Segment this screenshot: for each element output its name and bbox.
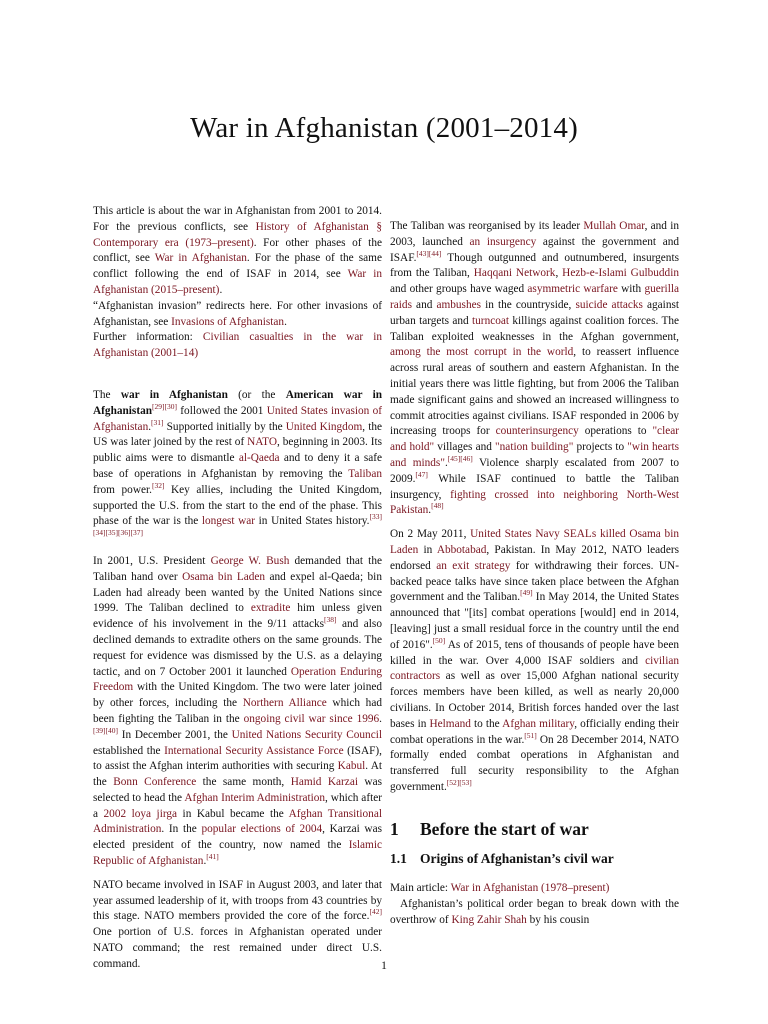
intro-paragraph: The war in Afghanistan (or the American war in Afghanistan[29][30] followed the 2001 United States invasion of Afghanistan.[31] Supported initially by the United Kingdom, the US was later joined by the rest of NATO, beginning in 2003. Its public aims were to dismantle al-Qaeda and to deny it a safe base of operations in Afghanistan by removing the Taliban from power.[32] Key allies, including the United Kingdom, supported the U.S. from the start to the end of the phase. This phase of the war is the longest war in United States history.[33][34][35][36][37] — [93, 388, 382, 538]
citation[interactable]: [42] — [369, 907, 382, 917]
link-bonn-conference[interactable]: Bonn Conference — [113, 776, 197, 789]
citation[interactable]: [43][44] — [416, 248, 442, 258]
link-navy-seals-bin-laden[interactable]: United States Navy SEALs killed Osama bin Laden — [390, 528, 679, 556]
link-asymmetric-warfare[interactable]: asymmetric warfare — [527, 283, 618, 296]
link-history-of-afghanistan[interactable]: History of Afghanistan § Contemporary era (1973–present) — [93, 220, 383, 249]
link-nato[interactable]: NATO — [247, 436, 278, 449]
link-hamid-karzai[interactable]: Hamid Karzai — [290, 776, 358, 789]
link-kabul[interactable]: Kabul — [337, 760, 366, 773]
citation[interactable]: [50] — [432, 635, 446, 645]
link-taliban[interactable]: Taliban — [348, 467, 382, 480]
page-title: War in Afghanistan (2001–2014) — [190, 112, 578, 144]
subsection-title: Origins of Afghanistan’s civil war — [420, 851, 614, 867]
subsection-heading-origins — [390, 851, 679, 867]
citation[interactable]: [39][40] — [93, 725, 118, 735]
link-invasions-of-afghanistan[interactable]: Invasions of Afghanistan — [171, 315, 285, 328]
citation[interactable]: [49] — [520, 588, 533, 598]
link-clear-and-hold[interactable]: "clear and hold" — [390, 425, 679, 454]
link-al-qaeda[interactable]: al-Qaeda — [238, 452, 280, 465]
link-abbotabad[interactable]: Abbotabad — [436, 543, 487, 556]
hatnote-further-information: Further information: Civilian casualties in the war in Afghanistan (2001–14) — [93, 331, 382, 360]
citation[interactable]: [41] — [206, 852, 219, 862]
link-civil-war-1996[interactable]: ongoing civil war since 1996 — [243, 712, 380, 725]
link-exit-strategy[interactable]: an exit strategy — [436, 559, 511, 572]
link-corruption[interactable]: among the most corrupt in the world — [390, 346, 574, 359]
page-number: 1 — [381, 960, 387, 972]
citation[interactable]: [33][34][35][36][37] — [93, 512, 382, 538]
paragraph-nato: NATO became involved in ISAF in August 2003, and later that year assumed leadership of it, with troops from 43 countries by this stage. NATO members provided the core of the force.[42] One portion of U.S. forces in Afghanistan operated under NATO command; the rest remained under direct U.S. command. — [93, 878, 382, 970]
link-helmand[interactable]: Helmand — [429, 717, 471, 730]
citation[interactable]: [32] — [151, 480, 165, 490]
section-heading-before-war — [390, 818, 679, 839]
link-afghan-transitional-administration[interactable]: Afghan Transitional Administration — [93, 807, 382, 836]
link-2002-loya-jirga[interactable]: 2002 loya jirga — [103, 807, 178, 820]
link-guerilla-raids[interactable]: guerilla raids — [390, 283, 679, 311]
link-isaf[interactable]: International Security Assistance Force — [164, 744, 344, 757]
link-mullah-omar[interactable]: Mullah Omar — [583, 220, 645, 232]
citation[interactable]: [29][30] — [152, 402, 178, 411]
link-un-security-council[interactable]: United Nations Security Council — [231, 728, 383, 741]
link-elections-2004[interactable]: popular elections of 2004 — [201, 823, 323, 836]
link-longest-war[interactable]: longest war — [201, 515, 256, 528]
left-column — [93, 204, 382, 981]
link-war-2015-present[interactable]: War in Afghanistan (2015–present) — [93, 268, 382, 296]
citation[interactable]: [38] — [324, 615, 337, 625]
link-turncoat[interactable]: turncoat — [472, 314, 510, 327]
citation[interactable]: [47] — [415, 469, 428, 479]
link-war-in-afghanistan[interactable]: War in Afghanistan — [154, 252, 247, 265]
link-north-west-pakistan[interactable]: fighting crossed into neighboring North-West Pakistan — [390, 488, 680, 517]
link-ambushes[interactable]: ambushes — [436, 298, 482, 311]
section-number: 1 — [390, 818, 399, 839]
subsection-number: 1.1 — [390, 851, 407, 867]
link-extradite[interactable]: extradite — [250, 602, 291, 615]
link-afghan-interim-administration[interactable]: Afghan Interim Administration — [184, 791, 326, 804]
hatnote-redirect: “Afghanistan invasion” redirects here. For other invasions of Afghanistan, see Invasions of Afghanistan. — [93, 299, 382, 328]
link-northern-alliance[interactable]: Northern Alliance — [242, 697, 327, 710]
link-nation-building[interactable]: "nation building" — [495, 441, 574, 454]
link-operation-enduring-freedom[interactable]: Operation Enduring Freedom — [93, 665, 382, 694]
link-george-w-bush[interactable]: George W. Bush — [210, 554, 290, 567]
paragraph-taliban: The Taliban was reorganised by its leader Mullah Omar, and in 2003, launched an insurgency against the government and ISAF.[43][44] Though outgunned and outnumbered, insurgents from the Taliban, Haqqani Network, Hezb-e-Islami Gulbuddin and other groups have waged asymmetric warfare with guerilla raids and ambushes in the countryside, suicide attacks against urban targets and turncoat killings against coalition forces. The Taliban exploited weaknesses in the Afghan government, among the most corrupt in the world, to reassert influence across rural areas of southern and eastern Afghanistan. In the initial years there was little fighting, but from 2006 the Taliban made significant gains and showed an increased willingness to commit atrocities against civilians. ISAF responded in 2006 by increasing troops for counterinsurgency operations to "clear and hold" villages and "nation building" projects to "win hearts and minds".[45][46] Violence sharply escalated from 2007 to 2009.[47] While ISAF continued to battle the Taliban insurgency, fighting crossed into neighboring North-West Pakistan.[48] — [390, 220, 680, 517]
link-civilian-casualties[interactable]: Civilian casualties in the war in Afghanistan (2001–14) — [93, 331, 382, 360]
link-hearts-and-minds[interactable]: "win hearts and minds" — [390, 441, 679, 469]
link-king-zahir-shah[interactable]: King Zahir Shah — [451, 913, 527, 926]
link-osama-bin-laden[interactable]: Osama bin Laden — [182, 570, 266, 583]
paragraph-origins: Afghanistan’s political order began to break down with the overthrow of King Zahir Shah by his cousin — [390, 898, 679, 926]
link-hezb-e-islami[interactable]: Hezb-e-Islami Gulbuddin — [562, 267, 679, 280]
paragraph-2011: On 2 May 2011, United States Navy SEALs killed Osama bin Laden in Abbotabad, Pakistan. In May 2012, NATO leaders endorsed an exit strategy for withdrawing their forces. UN-backed peace talks have since taken place between the Afghan government and the Taliban.[49] In May 2014, the United States announced that "[its] combat operations [would] end in 2014, [leaving] just a small residual force in the country until the end of 2016".[50] As of 2015, tens of thousands of people have been killed in the war. Over 4,000 ISAF soldiers and civilian contractors as well as over 15,000 Afghan national security forces members have been killed, as well as nearly 20,000 civilians. In October 2014, British forces handed over the last bases in Helmand to the Afghan military, officially ending their combat operations in the war.[51] On 28 December 2014, NATO formally ended combat operations in Afghanistan and transferred full security responsibility to the Afghan government.[52][53] — [390, 528, 679, 793]
link-islamic-republic[interactable]: Islamic Republic of Afghanistan — [93, 839, 382, 868]
link-afghan-military[interactable]: Afghan military — [502, 717, 575, 730]
citation[interactable]: [45][46] — [447, 454, 473, 464]
citation[interactable]: [51] — [524, 730, 537, 740]
link-united-kingdom[interactable]: United Kingdom — [285, 420, 363, 433]
citation[interactable]: [31] — [151, 417, 164, 427]
link-us-invasion[interactable]: United States invasion of Afghanistan — [93, 404, 382, 433]
section-title: Before the start of war — [420, 818, 589, 839]
citation[interactable]: [52][53] — [446, 778, 472, 788]
link-civilian-contractors[interactable]: civilian contractors — [390, 654, 679, 683]
hatnote-disambiguation: This article is about the war in Afghanistan from 2001 to 2014. For the previous conflicts, see History of Afghanistan § Contemporary era (1973–present). For other phases of the conflict, see War in Afghanistan. For the phase of the same conflict following the end of ISAF in 2014, see War in Afghanistan (2015–present). — [93, 205, 383, 296]
link-insurgency[interactable]: an insurgency — [469, 235, 537, 248]
link-war-1978-present[interactable]: War in Afghanistan (1978–present) — [450, 882, 610, 895]
link-suicide-attacks[interactable]: suicide attacks — [575, 298, 643, 311]
main-article-note: Main article: War in Afghanistan (1978–present) — [390, 882, 610, 895]
citation[interactable]: [48] — [431, 501, 444, 511]
link-haqqani-network[interactable]: Haqqani Network — [473, 267, 556, 280]
right-column-content — [390, 219, 679, 937]
link-counterinsurgency[interactable]: counterinsurgency — [495, 425, 579, 438]
paragraph-2001: In 2001, U.S. President George W. Bush demanded that the Taliban hand over Osama bin Laden and expel al-Qaeda; bin Laden had already been wanted by the United Nations since 1999. The Taliban declined to extradite him unless given evidence of his involvement in the 9/11 attacks[38] and also declined demands to extradite others on the same grounds. The request for evidence was dismissed by the U.S. as a delaying tactic, and on 7 October 2001 it launched Operation Enduring Freedom with the United Kingdom. The two were later joined by other forces, including the Northern Alliance which had been fighting the Taliban in the ongoing civil war since 1996.[39][40] In December 2001, the United Nations Security Council established the International Security Assistance Force (ISAF), to assist the Afghan interim authorities with securing Kabul. At the Bonn Conference the same month, Hamid Karzai was selected to head the Afghan Interim Administration, which after a 2002 loya jirga in Kabul became the Afghan Transitional Administration. In the popular elections of 2004, Karzai was elected president of the country, now named the Islamic Republic of Afghanistan.[41] — [93, 554, 383, 868]
